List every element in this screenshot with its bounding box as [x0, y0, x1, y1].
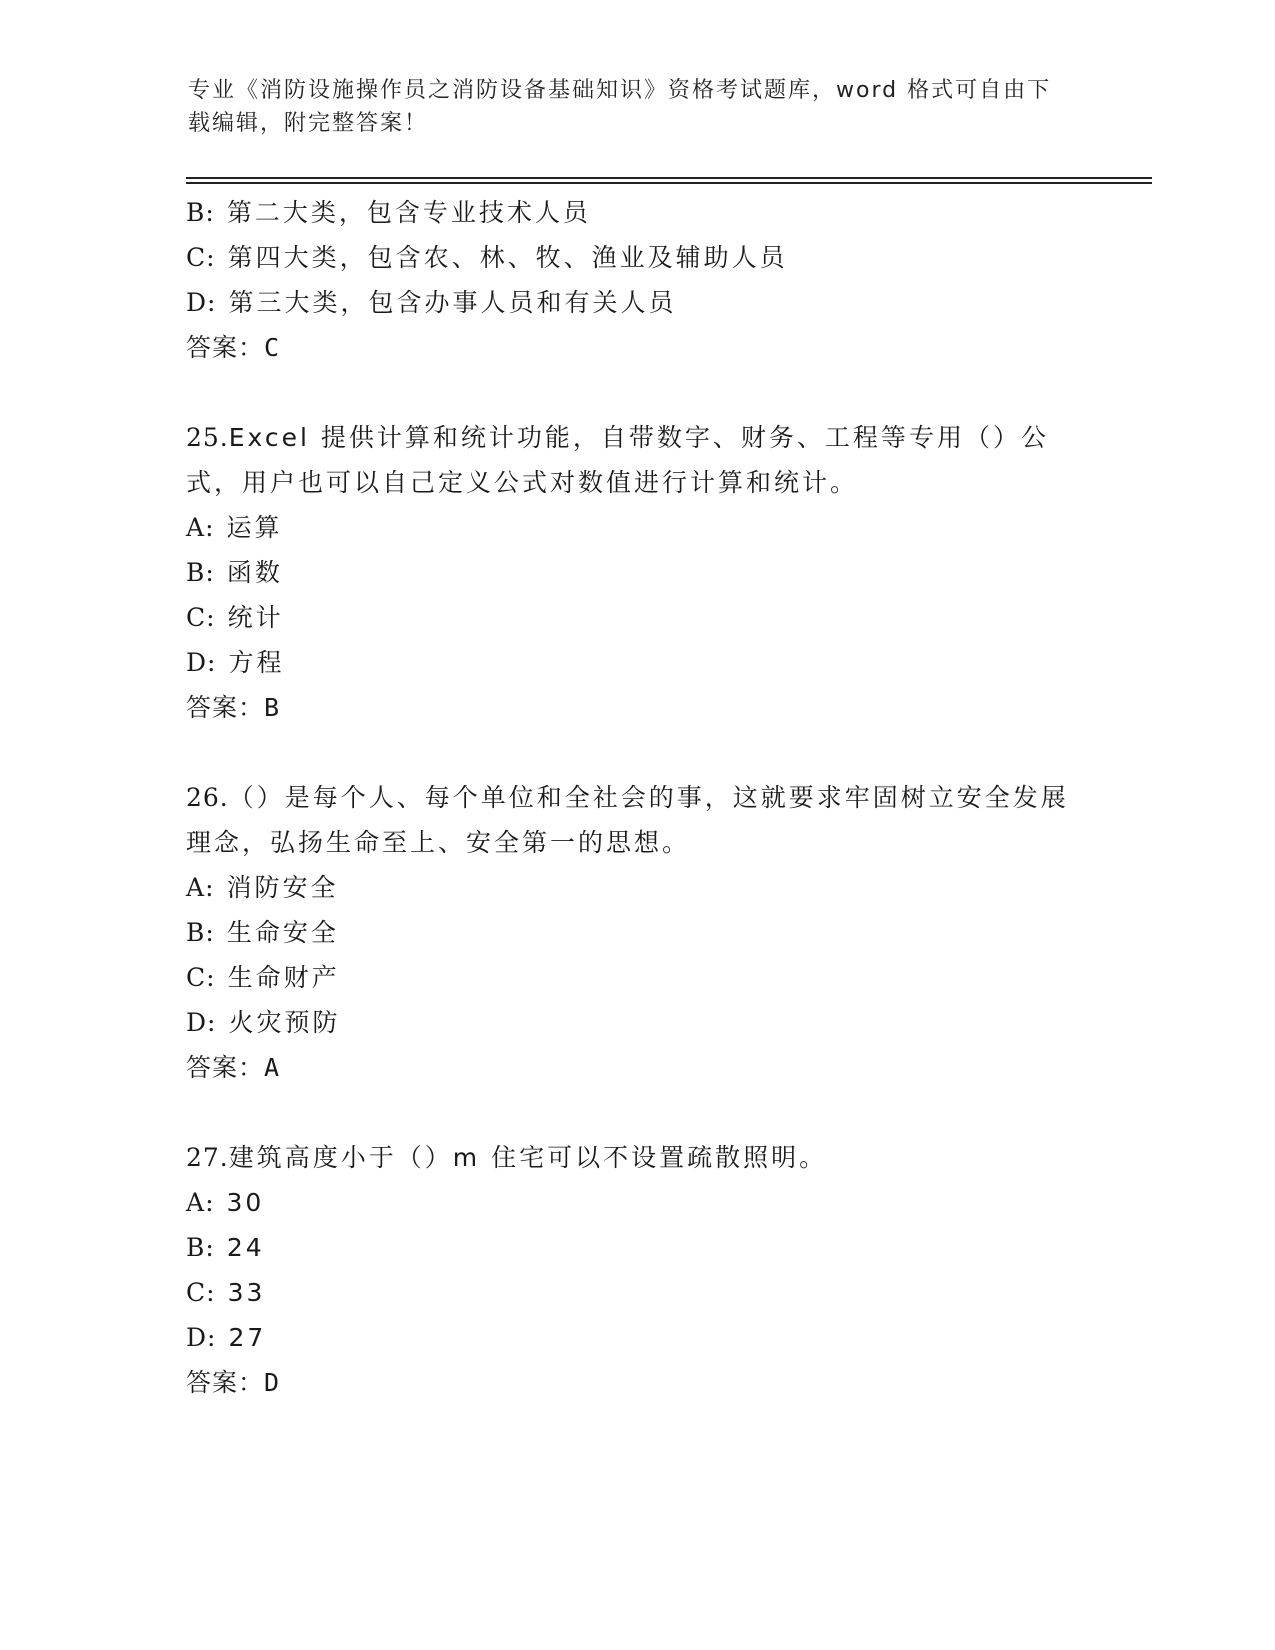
question-number: 26.	[186, 783, 229, 812]
question-list	[186, 190, 1086, 1405]
question-text: Excel 提供计算和统计功能，自带数字、财务、工程等专用（）公式，用户也可以自己定义公式对数值进行计算和统计。	[186, 423, 1049, 497]
question-26	[186, 775, 1086, 1090]
question-stem	[186, 1135, 1076, 1180]
option-text: 30	[226, 1188, 265, 1217]
option-text: 27	[228, 1323, 267, 1352]
option-text: 生命财产	[227, 963, 340, 992]
header-divider-top	[186, 177, 1152, 179]
option-b: B: 24	[186, 1233, 265, 1262]
option-text: 火灾预防	[228, 1008, 341, 1037]
option-text: 第四大类，包含农、林、牧、渔业及辅助人员	[227, 243, 788, 272]
option-c: C: 第四大类，包含农、林、牧、渔业及辅助人员	[186, 243, 788, 272]
option-d: D: 火灾预防	[186, 1008, 341, 1037]
option-text: 33	[227, 1278, 266, 1307]
option-c: C: 统计	[186, 603, 284, 632]
document-header	[188, 74, 1068, 140]
answer-label: 答案：	[186, 1053, 265, 1082]
option-text: 24	[226, 1233, 265, 1262]
option-d: D: 第三大类，包含办事人员和有关人员	[186, 288, 677, 317]
answer-value: D	[264, 1368, 281, 1397]
option-text: 运算	[226, 513, 283, 542]
option-c: C: 生命财产	[186, 963, 340, 992]
option-a: A: 消防安全	[186, 873, 339, 902]
option-d: D: 方程	[186, 648, 285, 677]
question-number: 27.	[186, 1143, 229, 1172]
spacer	[186, 370, 1086, 415]
answer-label: 答案：	[186, 693, 265, 722]
answer-line	[186, 685, 1086, 730]
question-25	[186, 415, 1086, 730]
spacer	[186, 730, 1086, 775]
option-b: B: 第二大类，包含专业技术人员	[186, 198, 591, 227]
answer-line	[186, 325, 1086, 370]
option-text: 统计	[227, 603, 284, 632]
question-27	[186, 1135, 1086, 1405]
option-text: 第三大类，包含办事人员和有关人员	[228, 288, 677, 317]
option-b: B: 函数	[186, 558, 283, 587]
answer-label: 答案：	[186, 1368, 265, 1397]
header-divider-bottom	[186, 182, 1152, 184]
answer-line	[186, 1045, 1086, 1090]
option-text: 函数	[226, 558, 283, 587]
question-number: 25.	[186, 423, 229, 452]
prev-question	[186, 190, 1086, 370]
option-a: A: 30	[186, 1188, 265, 1217]
answer-value: B	[264, 693, 281, 722]
question-stem	[186, 415, 1076, 505]
question-text: （）是每个人、每个单位和全社会的事，这就要求牢固树立安全发展理念，弘扬生命至上、安全第一的思想。	[186, 783, 1069, 857]
option-text: 生命安全	[226, 918, 339, 947]
option-b: B: 生命安全	[186, 918, 339, 947]
option-text: 消防安全	[226, 873, 339, 902]
option-d: D: 27	[186, 1323, 267, 1352]
option-text: 第二大类，包含专业技术人员	[226, 198, 591, 227]
answer-value: A	[264, 1053, 281, 1082]
option-text: 方程	[228, 648, 285, 677]
answer-value: C	[264, 333, 281, 362]
question-text: 建筑高度小于（）m 住宅可以不设置疏散照明。	[228, 1143, 828, 1172]
answer-label: 答案：	[186, 333, 265, 362]
answer-line	[186, 1360, 1086, 1405]
option-c: C: 33	[186, 1278, 266, 1307]
header-text: 专业《消防设施操作员之消防设备基础知识》资格考试题库，word 格式可自由下载编辑，附完整答案！	[188, 78, 1052, 136]
option-a: A: 运算	[186, 513, 283, 542]
question-stem	[186, 775, 1076, 865]
spacer	[186, 1090, 1086, 1135]
